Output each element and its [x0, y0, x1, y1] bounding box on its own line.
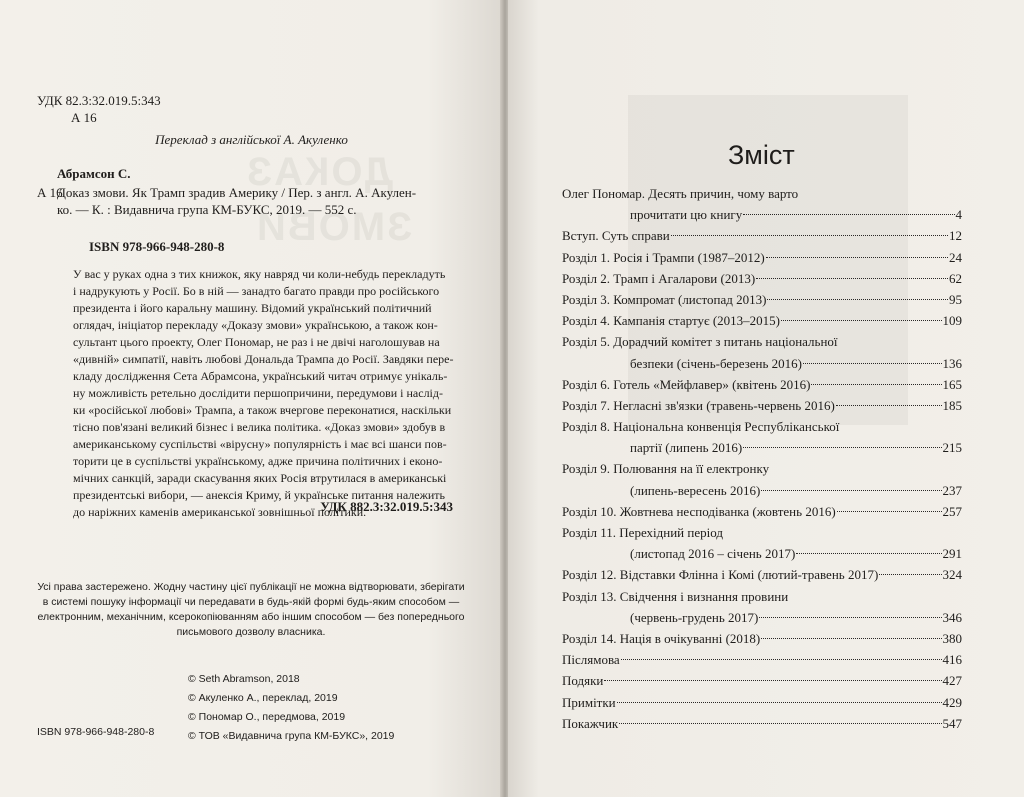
isbn-bold: ISBN 978-966-948-280-8	[89, 239, 225, 254]
toc-leader-dots	[781, 320, 942, 321]
toc-entry-title: (липень-вересень 2016)	[630, 482, 761, 498]
toc-leader-dots	[604, 680, 941, 681]
show-through-text-2: ЗМОВИ	[255, 205, 413, 249]
toc-entry-title: Розділ 9. Полювання на її електронку	[562, 461, 770, 477]
copyright-line: © Seth Abramson, 2018	[188, 673, 300, 685]
toc-entry[interactable]	[562, 416, 962, 458]
toc-page-number: 257	[942, 503, 962, 519]
annotation-line: оглядач, ініціатор перекладу «Доказу змови» українською, а також кон-	[73, 318, 438, 332]
copyright-line: © Пономар О., передмова, 2019	[188, 711, 346, 723]
copyright-list	[188, 670, 394, 746]
toc-entry[interactable]	[562, 586, 962, 628]
toc-entry[interactable]	[562, 522, 962, 564]
copyright-line: © ТОВ «Видавнича група КМ-БУКС», 2019	[188, 730, 395, 742]
toc-page-number: 62	[949, 270, 962, 286]
toc-entry-title: Примітки	[562, 694, 616, 710]
toc-entry[interactable]	[562, 183, 962, 225]
annotation-line: тісно пов'язані великий бізнес і велика політика. «Доказ змови» здобув в	[73, 420, 446, 434]
toc-entry[interactable]	[562, 225, 962, 246]
toc-entry-title: партії (липень 2016)	[630, 440, 743, 456]
toc-leader-dots	[767, 299, 948, 300]
annotation-line: ну можливість ретельно дослідити першопричини, передумови і наслід-	[73, 386, 443, 400]
rights-line: в системі пошуку інформації чи передавати в будь-якій формі будь-яким способом —	[42, 596, 460, 608]
toc-entry[interactable]	[562, 670, 962, 691]
toc-entry[interactable]	[562, 289, 962, 310]
toc-entry[interactable]	[562, 649, 962, 670]
toc-leader-dots	[756, 278, 948, 279]
rights-line: письмового дозволу власника.	[176, 626, 326, 638]
udk-bold: УДК 882.3:32.019.5:343	[320, 499, 453, 514]
toc-entry-title: Розділ 10. Жовтнева несподіванка (жовтень 2016)	[562, 503, 836, 519]
author-name: Абрамсон С.	[57, 166, 131, 181]
toc-leader-dots	[803, 363, 941, 364]
toc-page-number: 136	[942, 355, 962, 371]
annotation-line: президента і його каральну машину. Відомий український політичний	[73, 301, 432, 315]
toc-leader-dots	[879, 574, 941, 575]
toc-page-number: 4	[955, 207, 962, 223]
toc-entry[interactable]	[562, 501, 962, 522]
toc-entry-title: Розділ 4. Кампанія стартує (2013–2015)	[562, 313, 780, 329]
annotation-line: і надрукують у Росії. Бо в ній — занадто багато правди про російського	[73, 284, 440, 298]
toc-page-number: 346	[942, 609, 962, 625]
toc-leader-dots	[811, 384, 941, 385]
annotation-line: мічних санкцій, заради скасування яких Росія втрутилася в американські	[73, 471, 447, 485]
toc-leader-dots	[761, 638, 941, 639]
toc-entry-title: Вступ. Суть справи	[562, 228, 670, 244]
annotation-line: сультант цього проекту, Олег Пономар, не раз і не двічі наголошував на	[73, 335, 440, 349]
toc-entry[interactable]	[562, 395, 962, 416]
biblio-line: ко. — К. : Видавнича група КМ-БУКС, 2019. — 552 с.	[57, 202, 357, 217]
toc-page-number: 12	[949, 228, 962, 244]
toc-leader-dots	[766, 257, 948, 258]
toc-entry-title: безпеки (січень-березень 2016)	[630, 355, 803, 371]
toc-entry-title: Розділ 14. Нація в очікуванні (2018)	[562, 630, 761, 646]
toc-entry[interactable]	[562, 247, 962, 268]
table-of-contents	[562, 183, 962, 734]
toc-page-number: 95	[949, 291, 962, 307]
toc-page-number: 547	[942, 715, 962, 731]
toc-page-number: 24	[949, 249, 962, 265]
toc-entry-title: (червень-грудень 2017)	[630, 609, 759, 625]
udk-code: УДК 82.3:32.019.5:343	[37, 93, 161, 108]
toc-page-number: 427	[942, 673, 962, 689]
toc-entry-title: Розділ 13. Свідчення і визнання провини	[562, 588, 789, 604]
toc-leader-dots	[743, 214, 954, 215]
bibliographic-entry	[37, 184, 457, 218]
annotation-line: до наріжних каменів американської зовнішньої політики.	[73, 505, 367, 519]
toc-entry-title: Розділ 12. Відставки Флінна і Комі (лютий-травень 2017)	[562, 567, 879, 583]
show-through-text: ДОКАЗ	[245, 150, 393, 194]
catalog-code: А 16	[71, 110, 97, 125]
toc-page-number: 324	[942, 567, 962, 583]
toc-entry[interactable]	[562, 564, 962, 585]
toc-page-number: 291	[942, 546, 962, 562]
toc-entry[interactable]	[562, 331, 962, 373]
toc-entry[interactable]	[562, 374, 962, 395]
rights-notice	[37, 580, 465, 640]
left-page	[0, 0, 503, 797]
toc-entry[interactable]	[562, 713, 962, 734]
annotation-line: ки «російської любові» Трампа, а також вчергове переконатися, наскільки	[73, 403, 452, 417]
annotation-line: кладу дослідження Сета Абрамсона, український читач отримує унікаль-	[73, 369, 448, 383]
annotation-line: президентські вибори, — анексія Криму, й українське питання належить	[73, 488, 445, 502]
toc-entry-title: Розділ 1. Росія і Трампи (1987–2012)	[562, 249, 765, 265]
toc-entry[interactable]	[562, 692, 962, 713]
toc-page-number: 165	[942, 376, 962, 392]
toc-entry-title: Покажчик	[562, 715, 619, 731]
toc-leader-dots	[621, 659, 942, 660]
toc-entry[interactable]	[562, 310, 962, 331]
toc-leader-dots	[671, 235, 948, 236]
toc-entry-title: Розділ 8. Національна конвенція Республіканської	[562, 419, 840, 435]
isbn-plain: ISBN 978-966-948-280-8	[37, 726, 155, 738]
toc-entry[interactable]	[562, 628, 962, 649]
toc-entry-title: прочитати цю книгу	[630, 207, 743, 223]
toc-page-number: 416	[942, 652, 962, 668]
toc-entry-title: Розділ 6. Готель «Мейфлавер» (квітень 2016)	[562, 376, 811, 392]
udk-header	[37, 92, 161, 126]
annotation-line: американському суспільстві «вірусну» популярність і має всі шанси пов-	[73, 437, 447, 451]
toc-leader-dots	[743, 447, 941, 448]
translation-credit: Переклад з англійської А. Акуленко	[155, 132, 348, 147]
toc-entry-title: Післямова	[562, 652, 620, 668]
annotation	[73, 266, 463, 521]
toc-entry[interactable]	[562, 268, 962, 289]
rights-line: Усі права застережено. Жодну частину цієї публікації не можна відтворювати, зберігати	[37, 581, 465, 593]
toc-entry[interactable]	[562, 458, 962, 500]
toc-page-number: 237	[942, 482, 962, 498]
toc-entry-title: Олег Пономар. Десять причин, чому варто	[562, 186, 799, 201]
toc-leader-dots	[837, 511, 942, 512]
toc-entry-title: Подяки	[562, 673, 604, 689]
rights-line: електронним, механічним, ксерокопіюванням або іншим способом — без попереднього	[37, 611, 465, 623]
toc-leader-dots	[796, 553, 941, 554]
toc-entry-title: Розділ 11. Перехідний період	[562, 525, 723, 540]
toc-page-number: 215	[942, 440, 962, 456]
copyright-line: © Акуленко А., переклад, 2019	[188, 692, 338, 704]
toc-entry-title: Розділ 7. Негласні зв'язки (травень-червень 2016)	[562, 397, 835, 413]
toc-leader-dots	[761, 490, 941, 491]
toc-leader-dots	[759, 617, 941, 618]
biblio-code: А 16	[37, 185, 63, 200]
annotation-line: У вас у руках одна з тих книжок, яку навряд чи коли-небудь перекладуть	[73, 267, 446, 281]
toc-leader-dots	[836, 405, 942, 406]
toc-page-number: 185	[942, 397, 962, 413]
toc-entry-title: (листопад 2016 – січень 2017)	[630, 546, 796, 562]
biblio-line: Доказ змови. Як Трамп зрадив Америку / Пер. з англ. А. Акулен-	[57, 185, 417, 200]
annotation-line: «дивній» симпатії, навіть любові Дональда Трампа до Росії. Завдяки пере-	[73, 352, 454, 366]
toc-entry-title: Розділ 2. Трамп і Агаларови (2013)	[562, 270, 756, 286]
toc-page-number: 429	[942, 694, 962, 710]
toc-entry-title: Розділ 3. Компромат (листопад 2013)	[562, 291, 767, 307]
toc-page-number: 380	[942, 630, 962, 646]
toc-entry-title: Розділ 5. Дорадчий комітет з питань національної	[562, 334, 838, 350]
toc-leader-dots	[617, 702, 942, 703]
toc-title: Зміст	[728, 140, 795, 170]
toc-leader-dots	[619, 723, 941, 724]
annotation-line: торити це в суспільстві українському, адже причина політичних і еконо-	[73, 454, 443, 468]
toc-page-number: 109	[942, 313, 962, 329]
